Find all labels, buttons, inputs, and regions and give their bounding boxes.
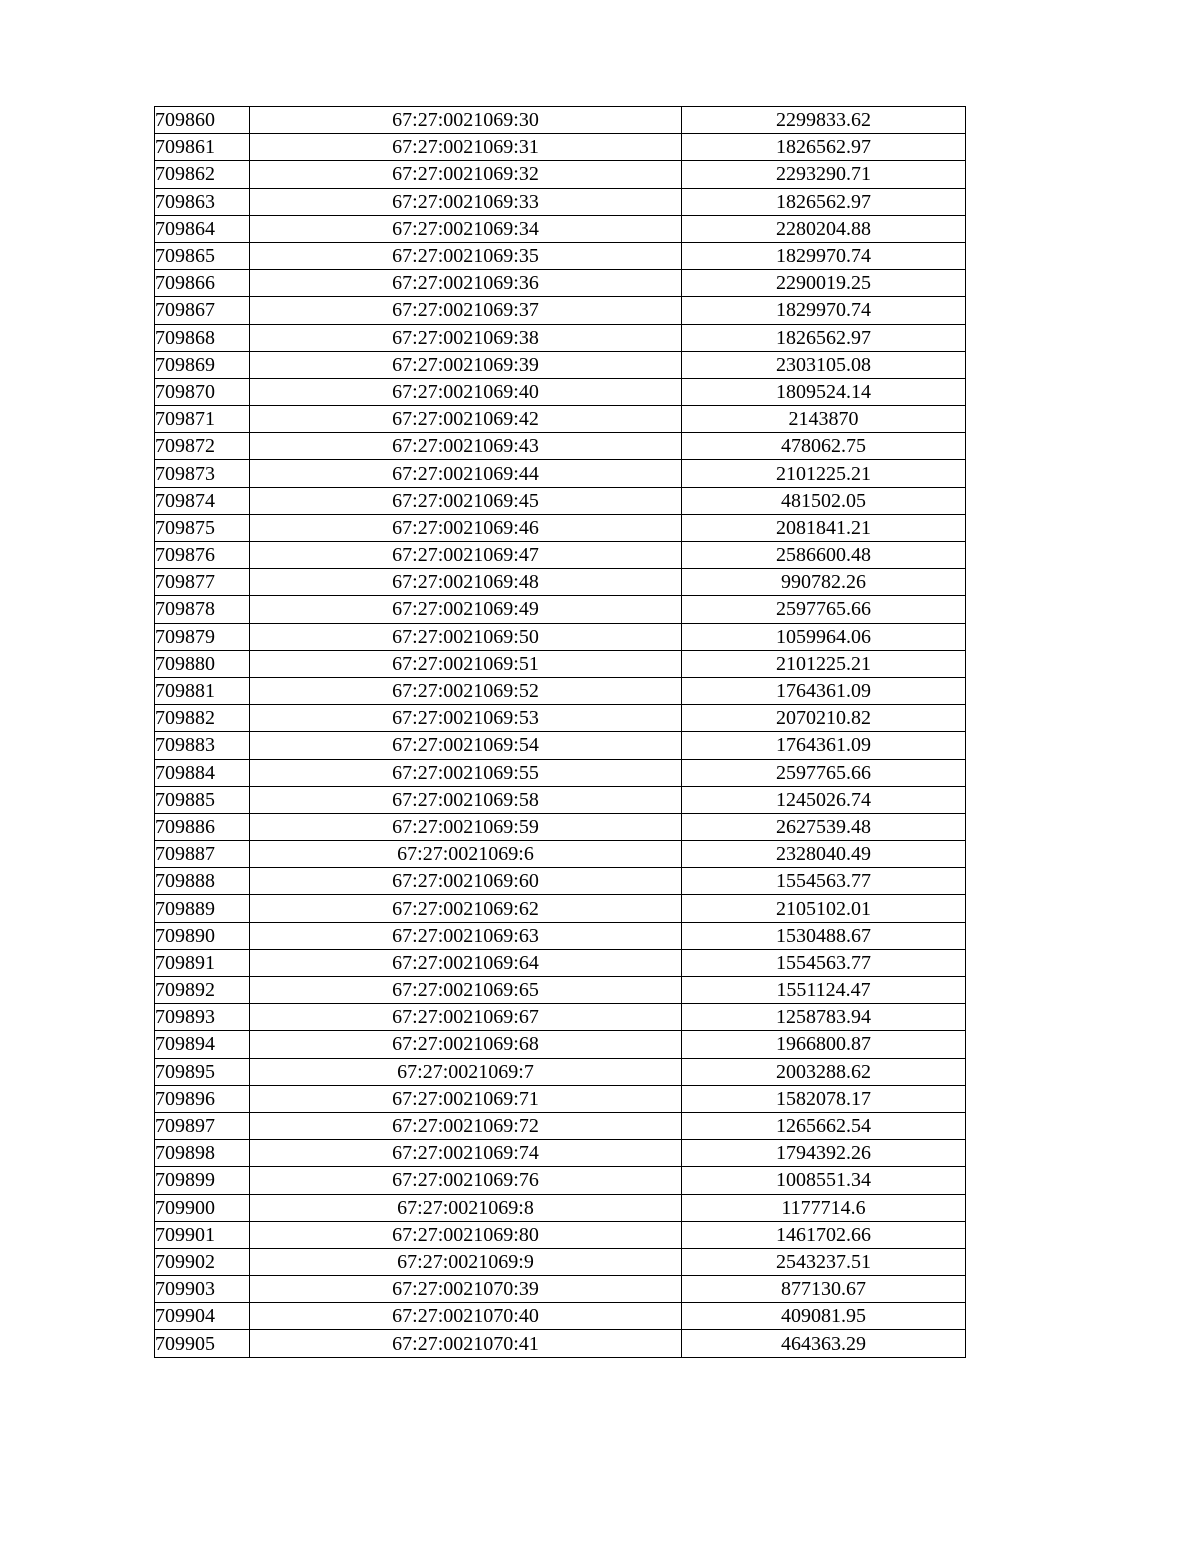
value-cell: 1809524.14 <box>682 378 966 405</box>
table-row <box>155 1276 966 1303</box>
cadastral-number-cell: 67:27:0021069:7 <box>250 1058 682 1085</box>
table-row <box>155 134 966 161</box>
table-row <box>155 1031 966 1058</box>
row-id-cell: 709867 <box>155 297 250 324</box>
value-cell: 1177714.6 <box>682 1194 966 1221</box>
cadastral-number-cell: 67:27:0021070:40 <box>250 1303 682 1330</box>
table-row <box>155 949 966 976</box>
cadastral-number-cell: 67:27:0021069:62 <box>250 895 682 922</box>
table-row <box>155 460 966 487</box>
table-row <box>155 542 966 569</box>
table-row <box>155 324 966 351</box>
value-cell: 1265662.54 <box>682 1112 966 1139</box>
table-row <box>155 596 966 623</box>
value-cell: 1461702.66 <box>682 1221 966 1248</box>
table-row <box>155 297 966 324</box>
table-row <box>155 813 966 840</box>
row-id-cell: 709890 <box>155 922 250 949</box>
row-id-cell: 709900 <box>155 1194 250 1221</box>
value-cell: 1059964.06 <box>682 623 966 650</box>
table-row <box>155 705 966 732</box>
value-cell: 1794392.26 <box>682 1140 966 1167</box>
value-cell: 1829970.74 <box>682 297 966 324</box>
table-row <box>155 786 966 813</box>
value-cell: 2280204.88 <box>682 215 966 242</box>
table-row <box>155 623 966 650</box>
value-cell: 1258783.94 <box>682 1004 966 1031</box>
cadastral-number-cell: 67:27:0021070:41 <box>250 1330 682 1357</box>
row-id-cell: 709892 <box>155 977 250 1004</box>
cadastral-number-cell: 67:27:0021069:48 <box>250 569 682 596</box>
cadastral-number-cell: 67:27:0021069:60 <box>250 868 682 895</box>
row-id-cell: 709870 <box>155 378 250 405</box>
value-cell: 481502.05 <box>682 487 966 514</box>
table-row <box>155 868 966 895</box>
value-cell: 1826562.97 <box>682 188 966 215</box>
value-cell: 2328040.49 <box>682 841 966 868</box>
cadastral-number-cell: 67:27:0021069:34 <box>250 215 682 242</box>
table-row <box>155 1303 966 1330</box>
row-id-cell: 709884 <box>155 759 250 786</box>
table-row <box>155 1221 966 1248</box>
value-cell: 1551124.47 <box>682 977 966 1004</box>
value-cell: 1764361.09 <box>682 732 966 759</box>
row-id-cell: 709902 <box>155 1248 250 1275</box>
cadastral-number-cell: 67:27:0021069:30 <box>250 107 682 134</box>
value-cell: 409081.95 <box>682 1303 966 1330</box>
table-row <box>155 1140 966 1167</box>
value-cell: 990782.26 <box>682 569 966 596</box>
cadastral-number-cell: 67:27:0021069:68 <box>250 1031 682 1058</box>
row-id-cell: 709865 <box>155 242 250 269</box>
cadastral-number-cell: 67:27:0021069:46 <box>250 514 682 541</box>
cadastral-number-cell: 67:27:0021069:72 <box>250 1112 682 1139</box>
row-id-cell: 709877 <box>155 569 250 596</box>
cadastral-number-cell: 67:27:0021069:36 <box>250 270 682 297</box>
row-id-cell: 709871 <box>155 406 250 433</box>
table-row <box>155 107 966 134</box>
value-cell: 2070210.82 <box>682 705 966 732</box>
row-id-cell: 709874 <box>155 487 250 514</box>
value-cell: 1554563.77 <box>682 868 966 895</box>
row-id-cell: 709872 <box>155 433 250 460</box>
table-row <box>155 351 966 378</box>
row-id-cell: 709864 <box>155 215 250 242</box>
row-id-cell: 709905 <box>155 1330 250 1357</box>
cadastral-number-cell: 67:27:0021069:8 <box>250 1194 682 1221</box>
table-row <box>155 650 966 677</box>
row-id-cell: 709863 <box>155 188 250 215</box>
table-row <box>155 1248 966 1275</box>
cadastral-number-cell: 67:27:0021069:43 <box>250 433 682 460</box>
table-row <box>155 922 966 949</box>
cadastral-number-cell: 67:27:0021069:42 <box>250 406 682 433</box>
value-cell: 2105102.01 <box>682 895 966 922</box>
cadastral-number-cell: 67:27:0021069:64 <box>250 949 682 976</box>
table-row <box>155 732 966 759</box>
value-cell: 2081841.21 <box>682 514 966 541</box>
value-cell: 2143870 <box>682 406 966 433</box>
cadastral-number-cell: 67:27:0021069:6 <box>250 841 682 868</box>
cadastral-number-cell: 67:27:0021069:58 <box>250 786 682 813</box>
cadastral-number-cell: 67:27:0021069:52 <box>250 677 682 704</box>
row-id-cell: 709901 <box>155 1221 250 1248</box>
value-cell: 2101225.21 <box>682 460 966 487</box>
cadastral-number-cell: 67:27:0021069:63 <box>250 922 682 949</box>
row-id-cell: 709869 <box>155 351 250 378</box>
value-cell: 2597765.66 <box>682 596 966 623</box>
row-id-cell: 709873 <box>155 460 250 487</box>
cadastral-number-cell: 67:27:0021069:45 <box>250 487 682 514</box>
table-row <box>155 406 966 433</box>
value-cell: 2290019.25 <box>682 270 966 297</box>
cadastral-number-cell: 67:27:0021070:39 <box>250 1276 682 1303</box>
row-id-cell: 709888 <box>155 868 250 895</box>
row-id-cell: 709879 <box>155 623 250 650</box>
cadastral-number-cell: 67:27:0021069:53 <box>250 705 682 732</box>
value-cell: 1582078.17 <box>682 1085 966 1112</box>
row-id-cell: 709898 <box>155 1140 250 1167</box>
value-cell: 1554563.77 <box>682 949 966 976</box>
cadastral-number-cell: 67:27:0021069:38 <box>250 324 682 351</box>
row-id-cell: 709886 <box>155 813 250 840</box>
value-cell: 1008551.34 <box>682 1167 966 1194</box>
table-row <box>155 242 966 269</box>
value-cell: 2586600.48 <box>682 542 966 569</box>
row-id-cell: 709862 <box>155 161 250 188</box>
value-cell: 478062.75 <box>682 433 966 460</box>
row-id-cell: 709891 <box>155 949 250 976</box>
cadastral-number-cell: 67:27:0021069:9 <box>250 1248 682 1275</box>
table-row <box>155 977 966 1004</box>
row-id-cell: 709893 <box>155 1004 250 1031</box>
table-row <box>155 677 966 704</box>
cadastral-number-cell: 67:27:0021069:35 <box>250 242 682 269</box>
value-cell: 1829970.74 <box>682 242 966 269</box>
cadastral-number-cell: 67:27:0021069:51 <box>250 650 682 677</box>
row-id-cell: 709903 <box>155 1276 250 1303</box>
row-id-cell: 709894 <box>155 1031 250 1058</box>
cadastral-number-cell: 67:27:0021069:40 <box>250 378 682 405</box>
table-row <box>155 1330 966 1357</box>
row-id-cell: 709904 <box>155 1303 250 1330</box>
row-id-cell: 709895 <box>155 1058 250 1085</box>
row-id-cell: 709875 <box>155 514 250 541</box>
table-row <box>155 1004 966 1031</box>
cadastral-number-cell: 67:27:0021069:49 <box>250 596 682 623</box>
row-id-cell: 709881 <box>155 677 250 704</box>
value-cell: 2293290.71 <box>682 161 966 188</box>
row-id-cell: 709860 <box>155 107 250 134</box>
value-cell: 2543237.51 <box>682 1248 966 1275</box>
table-row <box>155 1194 966 1221</box>
row-id-cell: 709889 <box>155 895 250 922</box>
value-cell: 2299833.62 <box>682 107 966 134</box>
table-row <box>155 270 966 297</box>
table-body <box>155 107 966 1358</box>
row-id-cell: 709885 <box>155 786 250 813</box>
table-row <box>155 161 966 188</box>
row-id-cell: 709861 <box>155 134 250 161</box>
value-cell: 1764361.09 <box>682 677 966 704</box>
table-row <box>155 1058 966 1085</box>
table-row <box>155 188 966 215</box>
cadastral-number-cell: 67:27:0021069:71 <box>250 1085 682 1112</box>
value-cell: 2597765.66 <box>682 759 966 786</box>
cadastral-number-cell: 67:27:0021069:47 <box>250 542 682 569</box>
row-id-cell: 709897 <box>155 1112 250 1139</box>
value-cell: 1530488.67 <box>682 922 966 949</box>
row-id-cell: 709899 <box>155 1167 250 1194</box>
row-id-cell: 709882 <box>155 705 250 732</box>
value-cell: 2303105.08 <box>682 351 966 378</box>
value-cell: 2003288.62 <box>682 1058 966 1085</box>
value-cell: 2101225.21 <box>682 650 966 677</box>
row-id-cell: 709896 <box>155 1085 250 1112</box>
table-row <box>155 759 966 786</box>
cadastral-number-cell: 67:27:0021069:32 <box>250 161 682 188</box>
row-id-cell: 709887 <box>155 841 250 868</box>
cadastral-number-cell: 67:27:0021069:39 <box>250 351 682 378</box>
table-row <box>155 215 966 242</box>
cadastral-number-cell: 67:27:0021069:54 <box>250 732 682 759</box>
row-id-cell: 709880 <box>155 650 250 677</box>
cadastral-number-cell: 67:27:0021069:59 <box>250 813 682 840</box>
table-row <box>155 487 966 514</box>
row-id-cell: 709883 <box>155 732 250 759</box>
value-cell: 2627539.48 <box>682 813 966 840</box>
row-id-cell: 709868 <box>155 324 250 351</box>
cadastral-number-cell: 67:27:0021069:74 <box>250 1140 682 1167</box>
table-row <box>155 1167 966 1194</box>
table-row <box>155 514 966 541</box>
cadastral-number-cell: 67:27:0021069:76 <box>250 1167 682 1194</box>
cadastral-number-cell: 67:27:0021069:55 <box>250 759 682 786</box>
row-id-cell: 709866 <box>155 270 250 297</box>
table-row <box>155 1085 966 1112</box>
value-cell: 464363.29 <box>682 1330 966 1357</box>
cadastral-number-cell: 67:27:0021069:50 <box>250 623 682 650</box>
registry-table <box>154 106 966 1358</box>
cadastral-number-cell: 67:27:0021069:37 <box>250 297 682 324</box>
cadastral-number-cell: 67:27:0021069:44 <box>250 460 682 487</box>
value-cell: 1966800.87 <box>682 1031 966 1058</box>
row-id-cell: 709876 <box>155 542 250 569</box>
cadastral-number-cell: 67:27:0021069:80 <box>250 1221 682 1248</box>
cadastral-number-cell: 67:27:0021069:31 <box>250 134 682 161</box>
table-row <box>155 433 966 460</box>
table-row <box>155 378 966 405</box>
value-cell: 1826562.97 <box>682 324 966 351</box>
table-row <box>155 895 966 922</box>
table-row <box>155 569 966 596</box>
cadastral-number-cell: 67:27:0021069:67 <box>250 1004 682 1031</box>
table-row <box>155 1112 966 1139</box>
value-cell: 877130.67 <box>682 1276 966 1303</box>
value-cell: 1826562.97 <box>682 134 966 161</box>
value-cell: 1245026.74 <box>682 786 966 813</box>
cadastral-number-cell: 67:27:0021069:33 <box>250 188 682 215</box>
cadastral-number-cell: 67:27:0021069:65 <box>250 977 682 1004</box>
row-id-cell: 709878 <box>155 596 250 623</box>
table-row <box>155 841 966 868</box>
